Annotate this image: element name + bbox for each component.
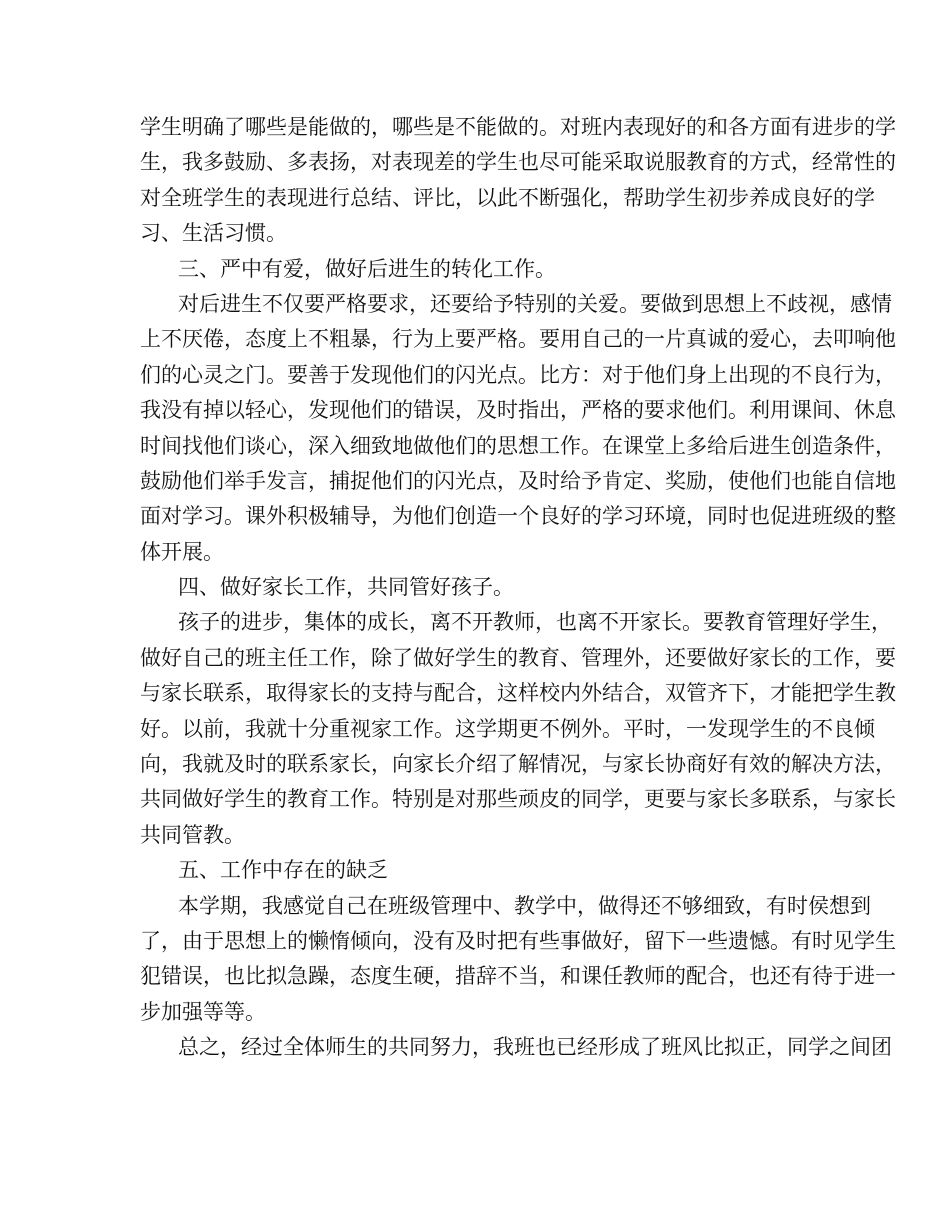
paragraph-conclusion <box>140 1030 892 1065</box>
text-line: 我没有掉以轻心，发现他们的错误，及时指出，严格的要求他们。利用课间、休息 <box>140 398 896 423</box>
text-line: 生，我多鼓励、多表扬，对表现差的学生也尽可能采取说服教育的方式，经常性的 <box>140 150 896 175</box>
text-line: 了，由于思想上的懒惰倾向，没有及时把有些事做好，留下一些遗憾。有时见学生 <box>140 928 896 953</box>
text-line: 本学期，我感觉自己在班级管理中、教学中，做得还不够细致，有时侯想到 <box>178 893 871 918</box>
document-body <box>140 110 896 1066</box>
text-line: 孩子的进步，集体的成长，离不开教师，也离不开家长。要教育管理好学生， <box>178 610 892 635</box>
text-line: 时间找他们谈心，深入细致地做他们的思想工作。在课堂上多给后进生创造条件， <box>140 433 896 458</box>
text-line: 步加强等等。 <box>140 999 266 1024</box>
text-line: 鼓励他们举手发言，捕捉他们的闪光点，及时给予肯定、奖励，使他们也能自信地 <box>140 468 896 493</box>
section-heading-4 <box>140 570 812 605</box>
text-line: 好。以前，我就十分重视家工作。这学期更不例外。平时，一发现学生的不良倾 <box>140 716 875 741</box>
paragraph-shortcomings <box>140 889 896 1031</box>
text-line: 们的心灵之门。要善于发现他们的闪光点。比方：对于他们身上出现的不良行为， <box>140 362 896 387</box>
section-heading-3 <box>140 252 812 287</box>
text-line: 对后进生不仅要严格要求，还要给予特别的关爱。要做到思想上不歧视，感情 <box>178 291 892 316</box>
paragraph-discipline-habits <box>140 110 896 252</box>
text-line: 上不厌倦，态度上不粗暴，行为上要严格。要用自己的一片真诚的爱心，去叩响他 <box>140 327 896 352</box>
heading-line: 五、工作中存在的缺乏 <box>178 858 388 883</box>
text-line: 向，我就及时的联系家长，向家长介绍了解情况，与家长协商好有效的解决方法， <box>140 752 896 777</box>
section-heading-5 <box>140 853 812 888</box>
text-line: 与家长联系，取得家长的支持与配合，这样校内外结合，双管齐下，才能把学生教 <box>140 681 896 706</box>
heading-line: 三、严中有爱，做好后进生的转化工作。 <box>178 256 556 281</box>
text-line: 面对学习。课外积极辅导，为他们创造一个良好的学习环境，同时也促进班级的整 <box>140 504 896 529</box>
text-line: 总之，经过全体师生的共同努力，我班也已经形成了班风比拟正，同学之间团 <box>178 1035 892 1060</box>
paragraph-struggling-students <box>140 287 896 570</box>
paragraph-parent-work <box>140 605 896 853</box>
text-line: 做好自己的班主任工作，除了做好学生的教育、管理外，还要做好家长的工作，要 <box>140 645 896 670</box>
text-line: 对全班学生的表现进行总结、评比，以此不断强化，帮助学生初步养成良好的学 <box>140 185 875 210</box>
text-line: 共同做好学生的教育工作。特别是对那些顽皮的同学，更要与家长多联系，与家长 <box>140 787 896 812</box>
text-line: 犯错误，也比拟急躁，态度生硬，措辞不当，和课任教师的配合，也还有待于进一 <box>140 964 896 989</box>
heading-line: 四、做好家长工作，共同管好孩子。 <box>178 575 514 600</box>
text-line: 共同管教。 <box>140 822 245 847</box>
text-line: 习、生活习惯。 <box>140 221 287 246</box>
text-line: 体开展。 <box>140 539 224 564</box>
text-line: 学生明确了哪些是能做的，哪些是不能做的。对班内表现好的和各方面有进步的学 <box>140 115 896 139</box>
